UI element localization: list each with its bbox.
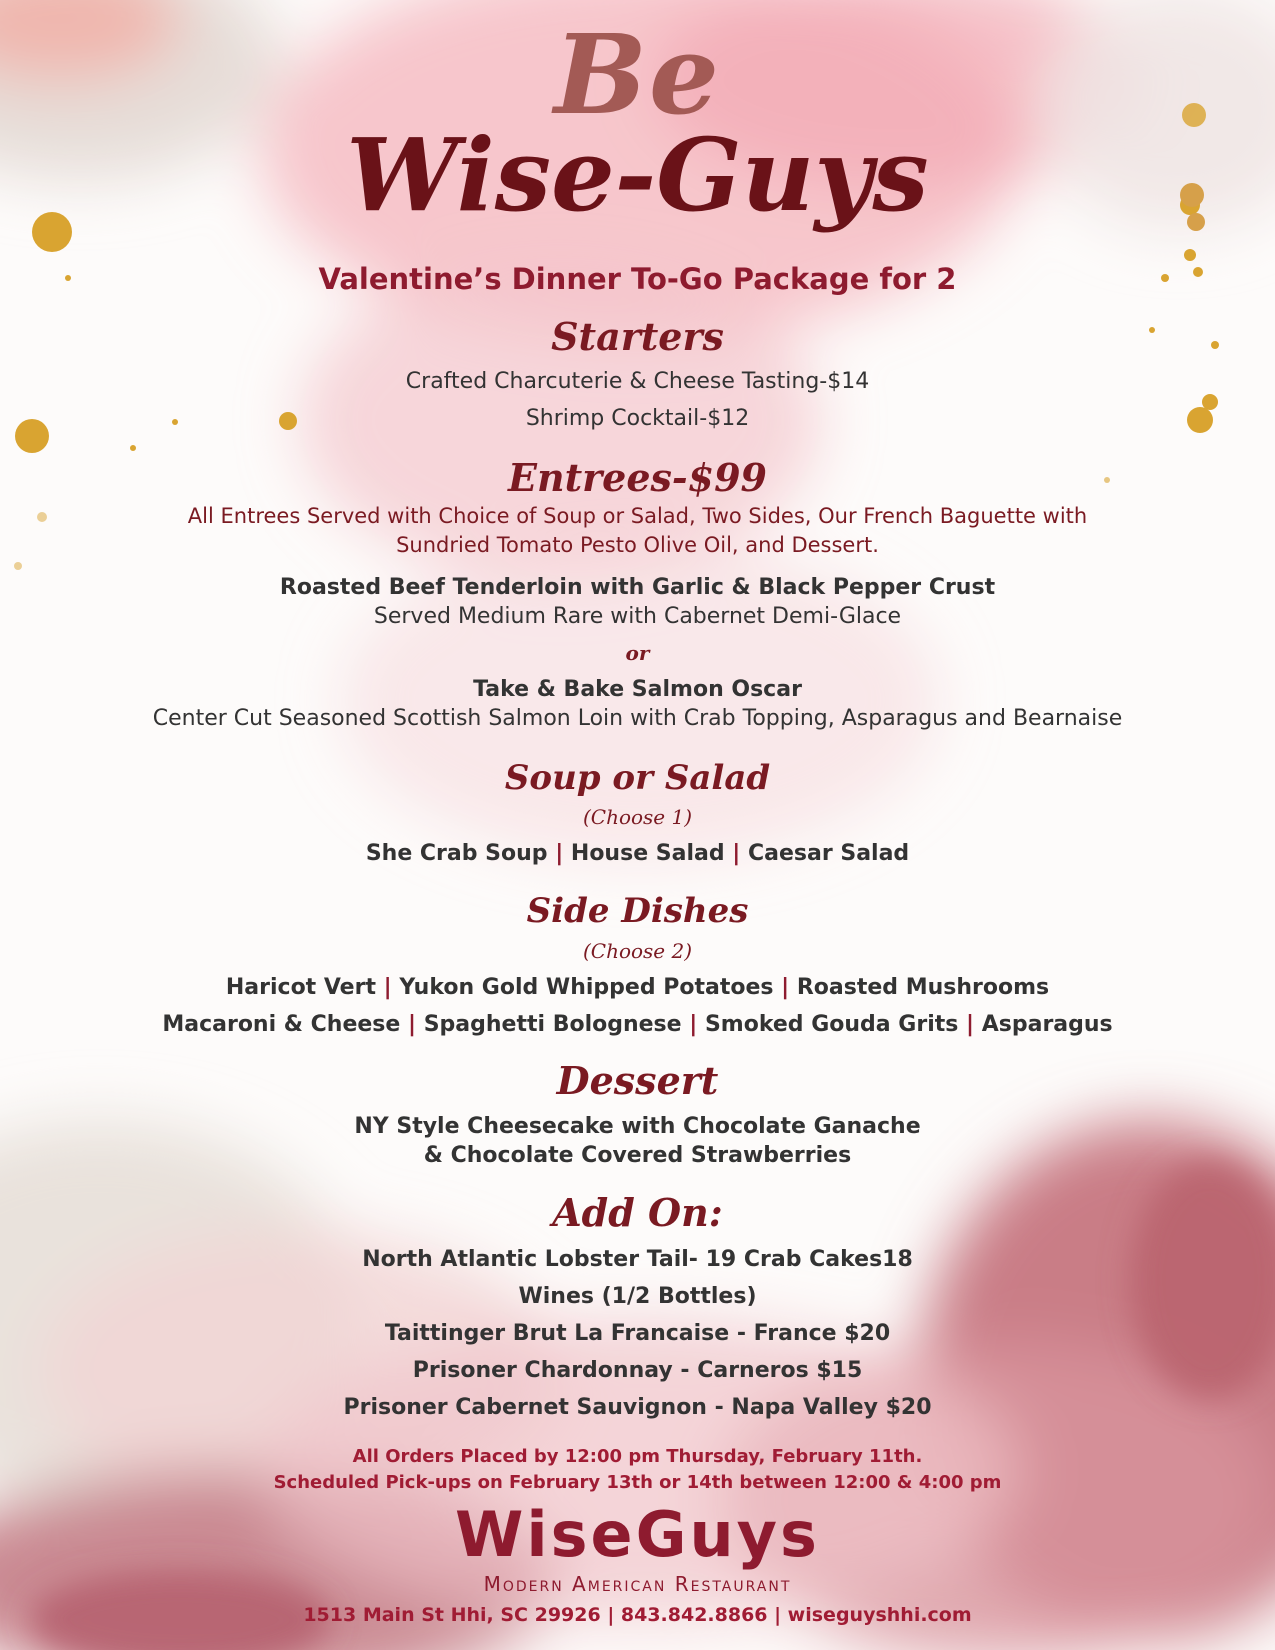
pickup-schedule: Scheduled Pick-ups on February 13th or 14th between 12:00 & 4:00 pm <box>273 1472 1002 1493</box>
starter-item: Shrimp Cocktail-$12 <box>525 406 750 431</box>
entree-title: Roasted Beef Tenderloin with Garlic & Black Pepper Crust <box>279 575 996 600</box>
brand-logo: WiseGuys <box>455 1498 820 1571</box>
title-wise-guys: Wise-Guys <box>346 116 929 234</box>
starter-item: Crafted Charcuterie & Cheese Tasting-$14 <box>405 369 870 394</box>
list-item: Haricot Vert <box>225 975 376 1000</box>
list-item: Caesar Salad <box>747 841 910 866</box>
list-item: Macaroni & Cheese <box>162 1012 401 1037</box>
list-item: Spaghetti Bolognese <box>423 1012 682 1037</box>
side-dishes-row: Haricot Vert | Yukon Gold Whipped Potatoes | Roasted Mushrooms <box>225 975 1050 1000</box>
dessert-heading: Dessert <box>556 1058 719 1103</box>
addon-heading: Add On: <box>552 1190 723 1235</box>
list-item: Asparagus <box>981 1012 1113 1037</box>
addon-item: Taittinger Brut La Francaise - France $20 <box>384 1321 891 1346</box>
dessert-item: NY Style Cheesecake with Chocolate Ganache <box>354 1114 921 1139</box>
dessert-item: & Chocolate Covered Strawberries <box>423 1143 852 1168</box>
brand-tagline: Modern American Restaurant <box>483 1572 792 1596</box>
starters-heading: Starters <box>551 314 724 359</box>
soup-salad-options: She Crab Soup | House Salad | Caesar Salad <box>365 841 910 866</box>
title-be: Be <box>554 10 721 139</box>
list-item: Roasted Mushrooms <box>796 975 1050 1000</box>
list-item: She Crab Soup <box>365 841 548 866</box>
entrees-note: Sundried Tomato Pesto Olive Oil, and Dessert. <box>396 533 879 557</box>
soup-salad-heading: Soup or Salad <box>504 758 771 798</box>
addon-item: Prisoner Cabernet Sauvignon - Napa Valley $20 <box>343 1395 932 1420</box>
contact-info: 1513 Main St Hhi, SC 29926 | 843.842.8866 | wiseguyshhi.com <box>303 1604 972 1626</box>
addon-item: North Atlantic Lobster Tail- 19 Crab Cakes18 <box>362 1247 913 1272</box>
entrees-note: All Entrees Served with Choice of Soup or Salad, Two Sides, Our French Baguette with <box>187 504 1088 528</box>
entree-title: Take & Bake Salmon Oscar <box>473 677 802 702</box>
entree-desc: Center Cut Seasoned Scottish Salmon Loin with Crab Topping, Asparagus and Bearnaise <box>152 706 1123 731</box>
side-dishes-heading: Side Dishes <box>526 891 749 931</box>
order-deadline: All Orders Placed by 12:00 pm Thursday, February 11th. <box>352 1446 923 1467</box>
list-item: House Salad <box>570 841 725 866</box>
entree-or: or <box>625 641 650 665</box>
side-dishes-row: Macaroni & Cheese | Spaghetti Bolognese | Smoked Gouda Grits | Asparagus <box>162 1012 1113 1037</box>
list-item: Smoked Gouda Grits <box>704 1012 959 1037</box>
list-item: Yukon Gold Whipped Potatoes <box>399 975 774 1000</box>
soup-salad-choose: (Choose 1) <box>582 805 693 829</box>
addon-item: Prisoner Chardonnay - Carneros $15 <box>412 1358 863 1383</box>
side-dishes-choose: (Choose 2) <box>582 939 693 963</box>
package-subtitle: Valentine’s Dinner To-Go Package for 2 <box>318 262 957 296</box>
entree-desc: Served Medium Rare with Cabernet Demi-Glace <box>373 604 902 629</box>
addon-item: Wines (1/2 Bottles) <box>518 1284 757 1309</box>
entrees-heading: Entrees-$99 <box>507 455 767 500</box>
